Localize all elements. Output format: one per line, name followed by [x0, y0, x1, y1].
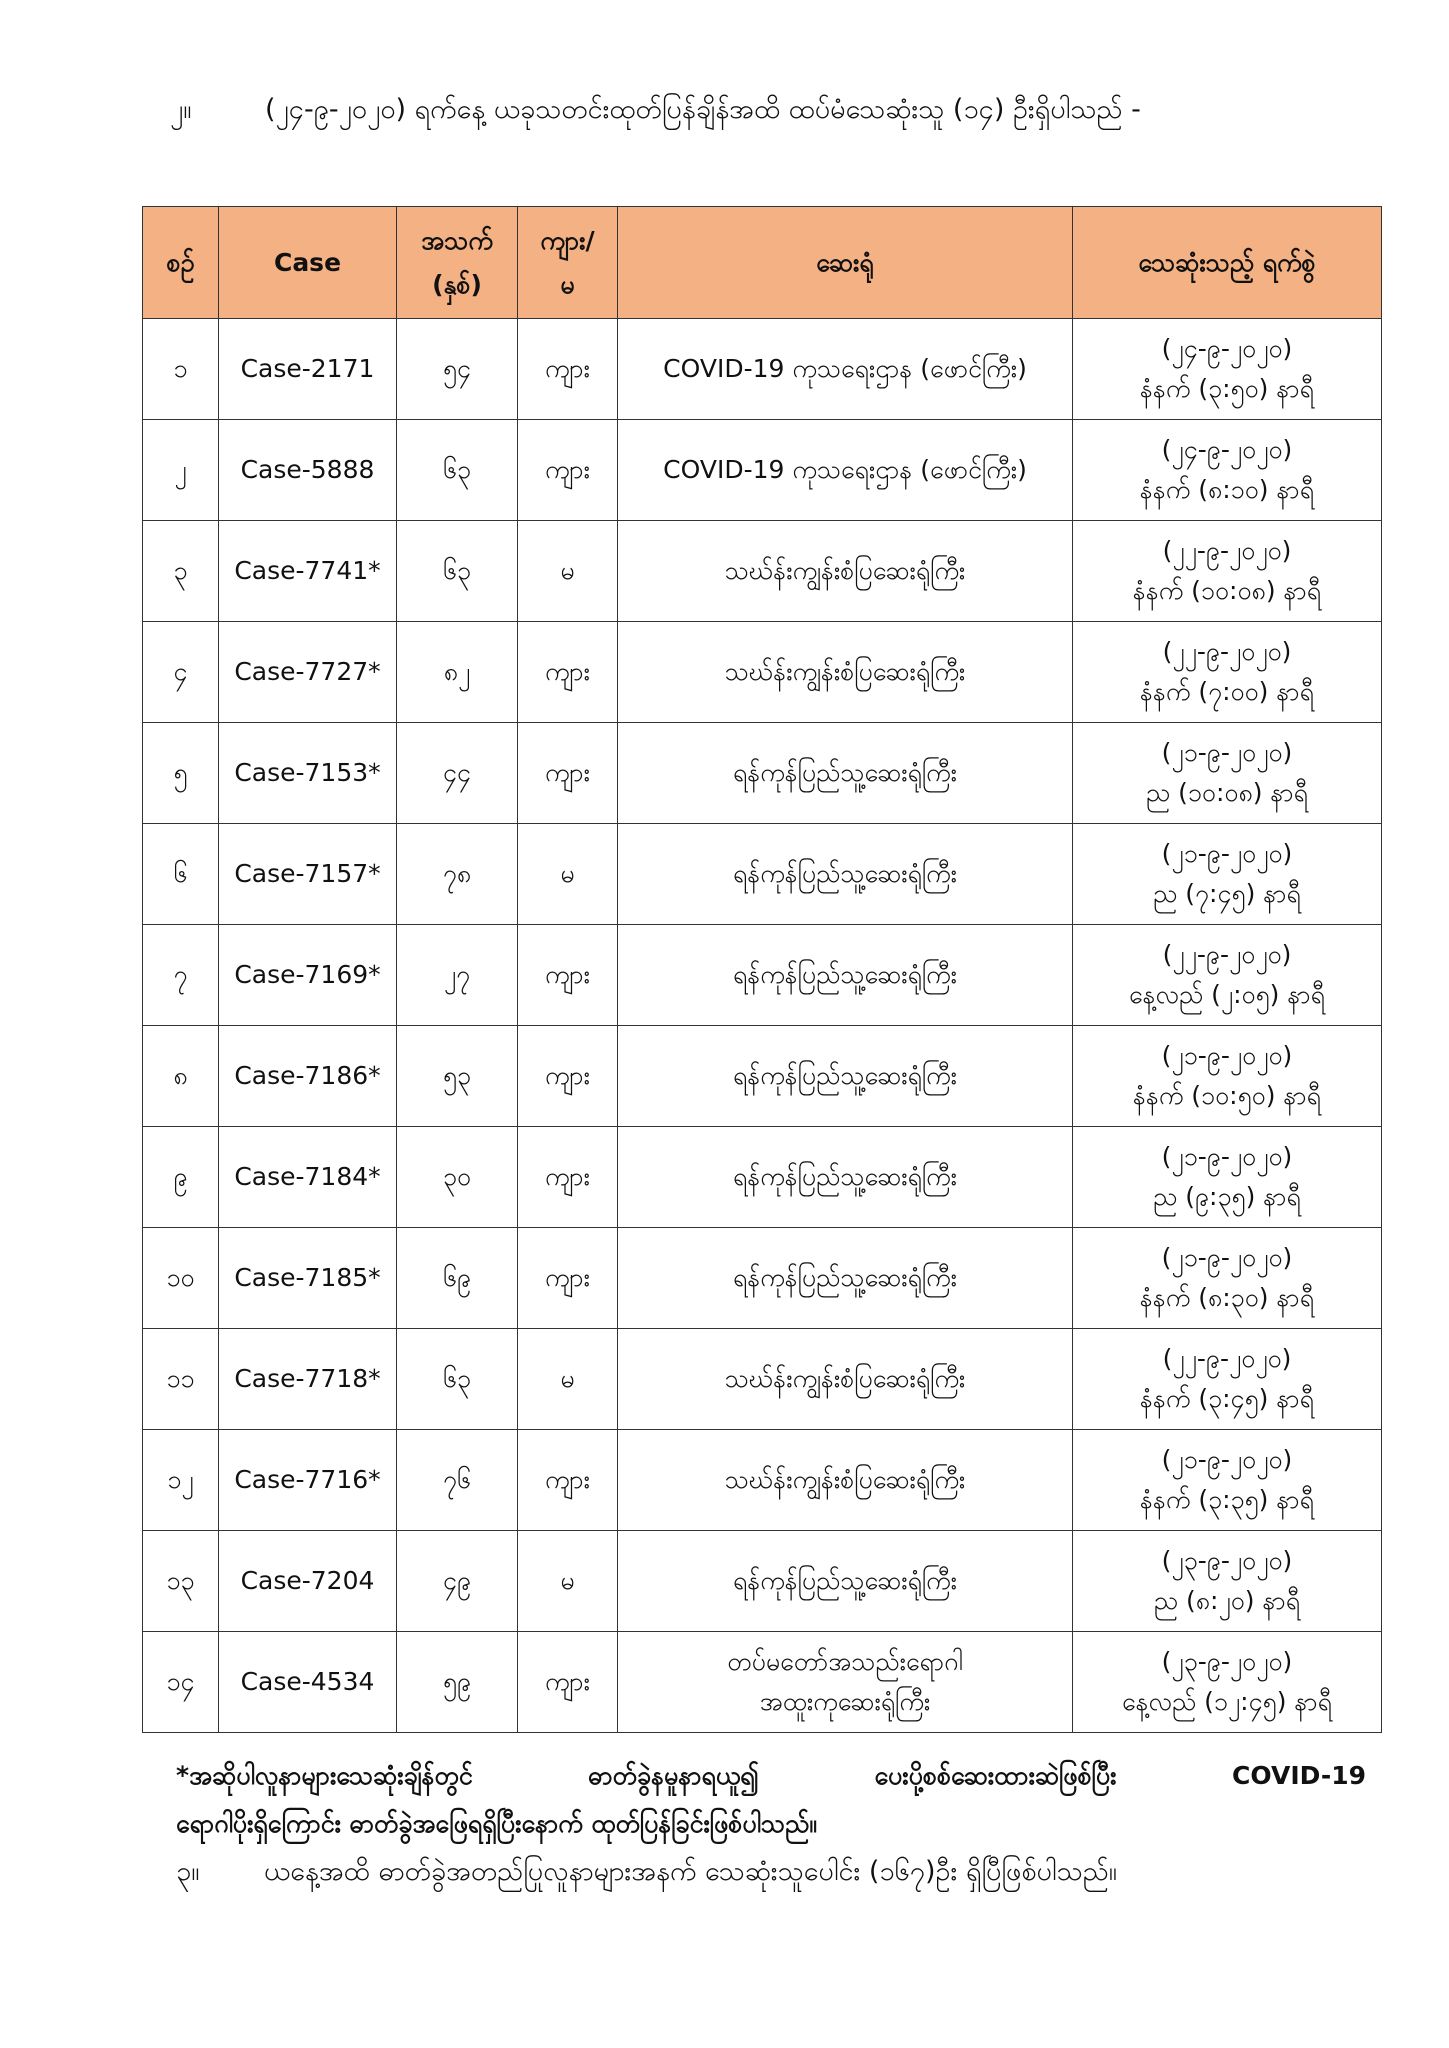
cell-date	[1073, 521, 1382, 622]
section-heading-text: (၂၄-၉-၂၀၂၀) ရက်နေ့ ယခုသတင်းထုတ်ပြန်ချိန်အထိ ထပ်မံသေဆုံးသူ (၁၄) ဦးရှိပါသည် -	[265, 94, 1141, 125]
cell-sex-sex: ကျား	[544, 657, 591, 686]
cell-hospital-hospital: ရန်ကုန်ပြည်သူ့ဆေးရုံကြီး	[733, 1061, 957, 1090]
table-row	[143, 420, 1382, 521]
cell-case-case: Case-7186*	[234, 1061, 381, 1090]
table-row	[143, 319, 1382, 420]
cell-no-no: ၉	[173, 1162, 188, 1191]
cell-no-no: ၄	[173, 657, 188, 686]
cell-case-case: Case-7727*	[234, 657, 381, 686]
cell-hospital-hospital: သဃ်န်းကျွန်းစံပြဆေးရုံကြီး	[724, 556, 966, 585]
cell-sex-sex: မ	[560, 859, 575, 888]
cell-no-no: ၆	[173, 859, 188, 888]
cell-date-time: နံနက် (၁၀:၅၀) နာရီ	[1133, 1081, 1321, 1110]
cell-hospital	[618, 521, 1073, 622]
cell-sex	[518, 319, 618, 420]
cell-sex	[518, 824, 618, 925]
cell-no-no: ၁၂	[167, 1465, 194, 1494]
cell-age	[397, 319, 518, 420]
cell-case-case: Case-7157*	[234, 859, 381, 888]
cell-no-no: ၃	[173, 556, 188, 585]
cell-no	[143, 1026, 219, 1127]
cell-case	[219, 1329, 397, 1430]
cell-age-age: ၄၉	[442, 1566, 472, 1595]
cell-age	[397, 723, 518, 824]
cell-no-no: ၅	[173, 758, 188, 787]
cell-date	[1073, 319, 1382, 420]
cell-case	[219, 1531, 397, 1632]
cell-date	[1073, 925, 1382, 1026]
cell-hospital-hospital: COVID-19 ကုသရေးဌာန (ဖောင်ကြီး)	[663, 354, 1027, 383]
cell-no	[143, 1329, 219, 1430]
table-row	[143, 1632, 1382, 1733]
cell-hospital	[618, 420, 1073, 521]
cell-case	[219, 1228, 397, 1329]
cell-hospital-hospital: တပ်မတော်အသည်းရောဂါ	[727, 1647, 963, 1676]
cell-date-time: နံနက် (၈:၁၀) နာရီ	[1139, 475, 1315, 504]
cell-hospital	[618, 1127, 1073, 1228]
cell-case-case: Case-7153*	[234, 758, 381, 787]
cell-date-time: ည (၈:၂၀) နာရီ	[1153, 1586, 1301, 1615]
cell-no-no: ၁၁	[166, 1364, 195, 1393]
table-row	[143, 1430, 1382, 1531]
cell-no	[143, 824, 219, 925]
cell-date-date: (၂၄-၉-၂၀၂၀)	[1161, 334, 1293, 363]
cell-date-date: (၂၂-၉-၂၀၂၀)	[1162, 637, 1292, 666]
cell-age-age: ၃၀	[442, 1162, 472, 1191]
cell-age	[397, 1531, 518, 1632]
cell-age	[397, 622, 518, 723]
cell-sex-sex: ကျား	[544, 758, 591, 787]
cell-age	[397, 1329, 518, 1430]
cell-date-time: နံနက် (၈:၃၀) နာရီ	[1139, 1283, 1315, 1312]
cell-date	[1073, 1531, 1382, 1632]
cell-date-date: (၂၃-၉-၂၀၂၀)	[1161, 1546, 1293, 1575]
header-case: Case	[219, 207, 397, 319]
cell-date-time: နေ့လည် (၁၂:၄၅) နာရီ	[1122, 1687, 1332, 1716]
table-header-row	[143, 207, 1382, 319]
cell-case-case: Case-5888	[240, 455, 375, 484]
cell-date-time: ည (၉:၃၅) နာရီ	[1153, 1182, 1301, 1211]
cell-date-date: (၂၁-၉-၂၀၂၀)	[1161, 839, 1293, 868]
cell-age-age: ၈၂	[443, 657, 471, 686]
cell-hospital-hospital: သဃ်န်းကျွန်းစံပြဆေးရုံကြီး	[724, 1465, 966, 1494]
cell-date	[1073, 1329, 1382, 1430]
cell-sex	[518, 521, 618, 622]
cell-date	[1073, 1127, 1382, 1228]
cell-hospital-hospital: ရန်ကုန်ပြည်သူ့ဆေးရုံကြီး	[733, 859, 957, 888]
cell-age	[397, 1430, 518, 1531]
cell-sex	[518, 1632, 618, 1733]
cell-hospital	[618, 925, 1073, 1026]
footer-text: ယနေ့အထိ ဓာတ်ခွဲအတည်ပြုလူနာများအနက် သေဆုံးသူပေါင်း (၁၆၇)ဦး ရှိပြီဖြစ်ပါသည်။	[264, 1856, 1117, 1887]
cell-no	[143, 622, 219, 723]
cell-age-age: ၆၃	[442, 1364, 472, 1393]
section-number: ၂။	[170, 94, 192, 125]
cell-case-case: Case-7741*	[234, 556, 381, 585]
cell-date-time: နံနက် (၇:၀၀) နာရီ	[1140, 677, 1314, 706]
cell-date-date: (၂၃-၉-၂၀၂၀)	[1161, 1647, 1293, 1676]
cell-hospital	[618, 723, 1073, 824]
cell-sex	[518, 1228, 618, 1329]
cell-sex-sex: ကျား	[544, 1061, 591, 1090]
cell-date	[1073, 824, 1382, 925]
cell-sex-sex: ကျား	[544, 1263, 591, 1292]
cell-case-case: Case-7718*	[234, 1364, 381, 1393]
cell-age-age: ၇၈	[442, 859, 472, 888]
cell-sex	[518, 1430, 618, 1531]
cell-no-no: ၁၄	[166, 1667, 195, 1696]
cell-date	[1073, 723, 1382, 824]
header-hospital: ဆေးရုံ	[618, 207, 1073, 319]
cell-sex-sex: ကျား	[544, 1162, 591, 1191]
cell-case	[219, 1430, 397, 1531]
cell-no	[143, 319, 219, 420]
cell-no	[143, 723, 219, 824]
cell-no	[143, 521, 219, 622]
cell-hospital	[618, 1531, 1073, 1632]
cell-no-no: ၁၃	[166, 1566, 195, 1595]
cell-sex	[518, 723, 618, 824]
cell-age-age: ၆၃	[442, 556, 472, 585]
cell-date	[1073, 1228, 1382, 1329]
table-row	[143, 1026, 1382, 1127]
header-sex-line2: မ	[560, 269, 575, 299]
cell-case	[219, 420, 397, 521]
cell-no-no: ၇	[173, 960, 188, 989]
cell-hospital	[618, 1632, 1073, 1733]
table-row	[143, 1531, 1382, 1632]
cell-hospital	[618, 622, 1073, 723]
cell-hospital	[618, 1430, 1073, 1531]
table-row	[143, 824, 1382, 925]
cell-case	[219, 622, 397, 723]
cell-no	[143, 1632, 219, 1733]
cell-no-no: ၈	[173, 1061, 188, 1090]
cell-hospital-hospital: ရန်ကုန်ပြည်သူ့ဆေးရုံကြီး	[733, 1263, 957, 1292]
cell-case-case: Case-4534	[240, 1667, 375, 1696]
cell-hospital	[618, 1329, 1073, 1430]
cell-age-age: ၅၃	[442, 1061, 472, 1090]
table-row	[143, 521, 1382, 622]
cell-age-age: ၂၇	[443, 960, 471, 989]
cell-no	[143, 420, 219, 521]
cell-date-time: နံနက် (၁၀:၀၈) နာရီ	[1132, 576, 1322, 605]
table-row	[143, 723, 1382, 824]
cell-date	[1073, 622, 1382, 723]
cell-case-case: Case-7184*	[234, 1162, 381, 1191]
cell-date-date: (၂၁-၉-၂၀၂၀)	[1161, 1243, 1293, 1272]
cell-date-date: (၂၁-၉-၂၀၂၀)	[1161, 1142, 1293, 1171]
cell-hospital-hospital: ရန်ကုန်ပြည်သူ့ဆေးရုံကြီး	[733, 758, 957, 787]
cell-age	[397, 1127, 518, 1228]
cell-hospital-hospital2: အထူးကုဆေးရုံကြီး	[759, 1687, 931, 1716]
cell-sex-sex: ကျား	[544, 354, 591, 383]
cell-case	[219, 1026, 397, 1127]
cell-date-date: (၂၁-၉-၂၀၂၀)	[1161, 1445, 1293, 1474]
cell-sex	[518, 925, 618, 1026]
cell-sex	[518, 1026, 618, 1127]
table-body	[143, 319, 1382, 1733]
table-row	[143, 622, 1382, 723]
cell-date-date: (၂၄-၉-၂၀၂၀)	[1161, 435, 1293, 464]
header-sex	[518, 207, 618, 319]
cell-date-time: နံနက် (၃:၃၅) နာရီ	[1140, 1485, 1314, 1514]
cell-age-age: ၄၄	[442, 758, 472, 787]
cell-date-date: (၂၂-၉-၂၀၂၀)	[1162, 1344, 1292, 1373]
header-sex-line1: ကျား/	[540, 225, 595, 255]
header-age	[397, 207, 518, 319]
cell-hospital-hospital: သဃ်န်းကျွန်းစံပြဆေးရုံကြီး	[724, 657, 966, 686]
section-heading	[170, 92, 1320, 132]
cell-sex	[518, 1127, 618, 1228]
cell-date	[1073, 1632, 1382, 1733]
cell-age	[397, 521, 518, 622]
cell-hospital	[618, 319, 1073, 420]
cell-case-case: Case-7716*	[234, 1465, 381, 1494]
table-row	[143, 925, 1382, 1026]
cell-no	[143, 1430, 219, 1531]
cell-age-age: ၆၃	[442, 455, 472, 484]
cell-date	[1073, 1430, 1382, 1531]
cell-no	[143, 925, 219, 1026]
cell-no	[143, 1531, 219, 1632]
cell-hospital	[618, 1026, 1073, 1127]
cell-no-no: ၁	[173, 354, 188, 383]
cell-date-time: ည (၇:၄၅) နာရီ	[1153, 879, 1301, 908]
cell-sex-sex: မ	[560, 556, 575, 585]
cell-age	[397, 420, 518, 521]
cell-date-time: နံနက် (၃:၄၅) နာရီ	[1140, 1384, 1314, 1413]
cell-hospital-hospital: သဃ်န်းကျွန်းစံပြဆေးရုံကြီး	[724, 1364, 966, 1393]
cell-hospital	[618, 1228, 1073, 1329]
cell-age	[397, 1026, 518, 1127]
header-age-line1: အသက်	[421, 225, 493, 255]
header-no: စဉ်	[143, 207, 219, 319]
table-row	[143, 1329, 1382, 1430]
cell-date-date: (၂၂-၉-၂၀၂၀)	[1162, 536, 1292, 565]
cell-sex-sex: မ	[560, 1364, 575, 1393]
cell-case-case: Case-7169*	[234, 960, 381, 989]
deaths-table	[142, 206, 1382, 1733]
cell-age-age: ၅၉	[442, 1667, 472, 1696]
cell-age	[397, 1228, 518, 1329]
cell-case-case: Case-2171	[240, 354, 375, 383]
cell-hospital	[618, 824, 1073, 925]
cell-date	[1073, 420, 1382, 521]
footnote-line1: *အဆိုပါလူနာများသေဆုံးချိန်တွင် ဓာတ်ခွဲနမူနာရယူ၍ ပေးပို့စစ်ဆေးထားဆဲဖြစ်ပြီး COVID-19	[176, 1761, 1366, 1790]
cell-no-no: ၂	[174, 455, 187, 484]
cell-age-age: ၆၉	[442, 1263, 472, 1292]
table-row	[143, 1228, 1382, 1329]
table-row	[143, 1127, 1382, 1228]
cell-case	[219, 319, 397, 420]
cell-age-age: ၇၆	[442, 1465, 472, 1494]
cell-date-date: (၂၁-၉-၂၀၂၀)	[1161, 738, 1293, 767]
header-date: သေဆုံးသည့် ရက်စွဲ	[1073, 207, 1382, 319]
cell-case-case: Case-7185*	[234, 1263, 381, 1292]
cell-sex-sex: ကျား	[544, 455, 591, 484]
cell-hospital-hospital: ရန်ကုန်ပြည်သူ့ဆေးရုံကြီး	[733, 1162, 957, 1191]
header-age-line2: (နှစ်)	[432, 269, 482, 299]
cell-no	[143, 1228, 219, 1329]
cell-case	[219, 521, 397, 622]
cell-hospital-hospital: COVID-19 ကုသရေးဌာန (ဖောင်ကြီး)	[663, 455, 1027, 484]
cell-age	[397, 925, 518, 1026]
cell-sex	[518, 1329, 618, 1430]
cell-age-age: ၅၄	[442, 354, 472, 383]
cell-sex-sex: မ	[560, 1566, 575, 1595]
footer-number: ၃။	[176, 1856, 200, 1887]
cell-age	[397, 1632, 518, 1733]
cell-date-time: နေ့လည် (၂:၀၅) နာရီ	[1129, 980, 1325, 1009]
cell-case-case: Case-7204	[240, 1566, 375, 1595]
cell-sex	[518, 622, 618, 723]
cell-case	[219, 824, 397, 925]
cell-sex	[518, 1531, 618, 1632]
cell-date-date: (၂၂-၉-၂၀၂၀)	[1162, 940, 1292, 969]
cell-hospital-hospital: ရန်ကုန်ပြည်သူ့ဆေးရုံကြီး	[733, 1566, 957, 1595]
cell-sex-sex: ကျား	[544, 960, 591, 989]
footnote-line2: ရောဂါပိုးရှိကြောင်း ဓာတ်ခွဲအဖြေရရှိပြီးနောက် ထုတ်ပြန်ခြင်းဖြစ်ပါသည်။	[176, 1809, 817, 1838]
cell-date-date: (၂၁-၉-၂၀၂၀)	[1161, 1041, 1293, 1070]
cell-hospital-hospital: ရန်ကုန်ပြည်သူ့ဆေးရုံကြီး	[733, 960, 957, 989]
cell-sex-sex: ကျား	[544, 1465, 591, 1494]
cell-age	[397, 824, 518, 925]
cell-date-time: နံနက် (၃:၅၀) နာရီ	[1140, 374, 1314, 403]
cell-date-time: ည (၁၀:၀၈) နာရီ	[1145, 778, 1309, 807]
total-deaths-statement	[176, 1854, 1376, 1894]
cell-sex-sex: ကျား	[544, 1667, 591, 1696]
cell-case	[219, 1632, 397, 1733]
cell-case	[219, 1127, 397, 1228]
cell-case	[219, 723, 397, 824]
cell-case	[219, 925, 397, 1026]
cell-no	[143, 1127, 219, 1228]
cell-sex	[518, 420, 618, 521]
cell-no-no: ၁၀	[166, 1263, 195, 1292]
cell-date	[1073, 1026, 1382, 1127]
